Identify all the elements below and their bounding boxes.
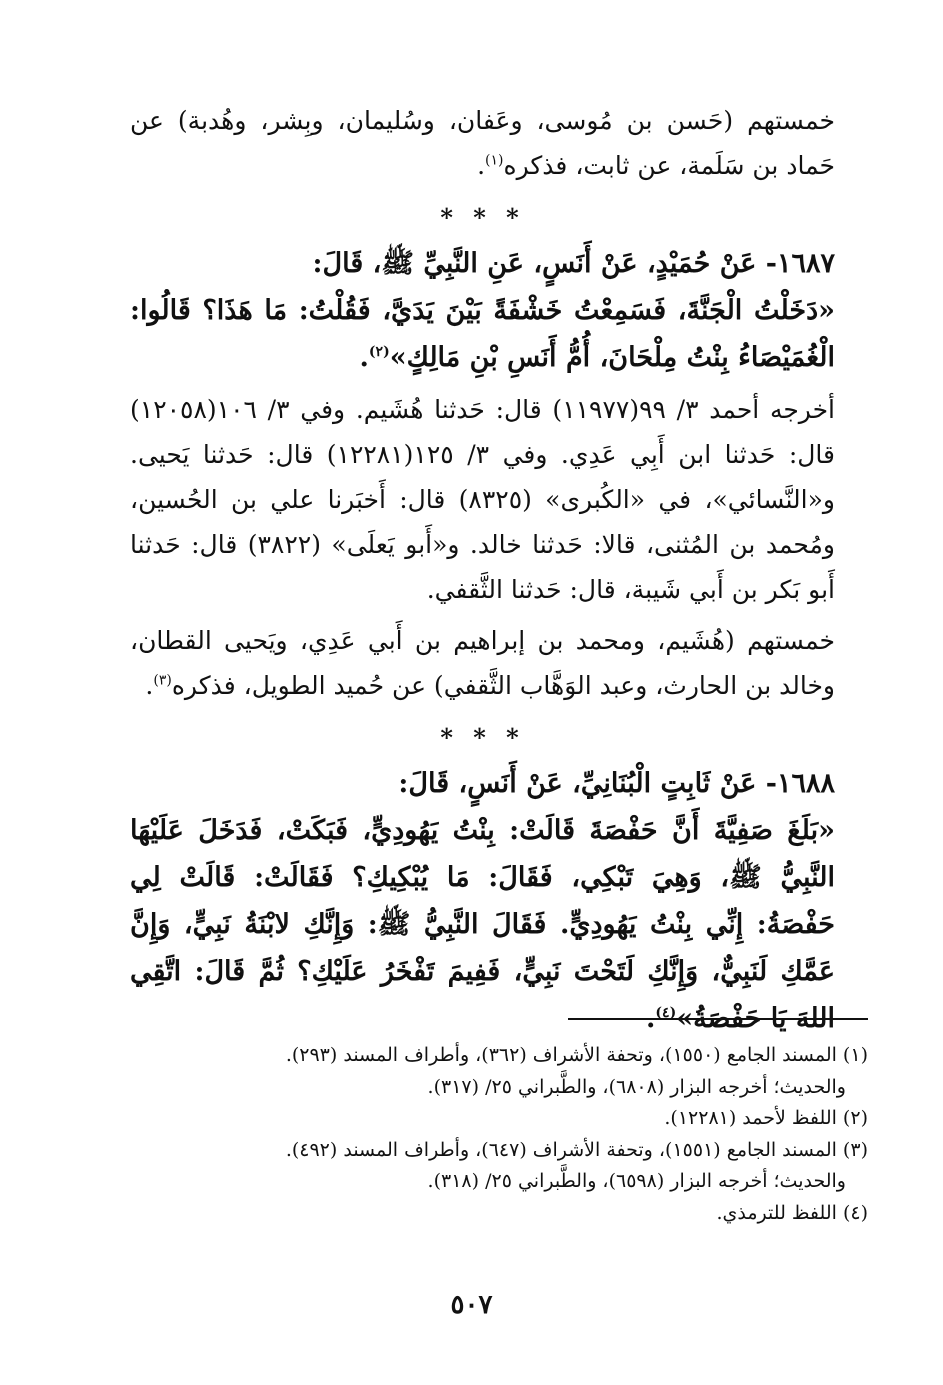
hadith-1687-quote-end: . <box>359 342 369 373</box>
footnote-ref-3: (٣) <box>153 672 172 689</box>
hadith-1687-text <box>130 287 835 381</box>
opening-paragraph <box>130 98 835 188</box>
footnote-3-continuation: والحديث؛ أخرجه البزار (٦٥٩٨)، والطَّبراني ٢٥/ (٣١٨). <box>427 1170 846 1192</box>
section-separator: * * * <box>440 203 525 232</box>
hadith-1687-closing-text: خمستهم (هُشَيم، ومحمد بن إبراهيم بن أَبي عَدِي، ويَحيى القطان، وخالد بن الحارث، وعبد الوَهَّاب الثَّقفي) عن حُميد الطويل، فذكره <box>130 626 835 700</box>
footnote-2: (٢) اللفظ لأحمد (١٢٢٨١). <box>664 1107 868 1129</box>
footnotes <box>108 1040 868 1229</box>
footnote-1-continuation: والحديث؛ أخرجه البزار (٦٨٠٨)، والطَّبراني ٢٥/ (٣١٧). <box>427 1075 846 1098</box>
hadith-1688-quote: «بَلَغَ صَفِيَّةَ أَنَّ حَفْصَةَ قَالَتْ: بِنْتُ يَهُودِيٍّ، فَبَكَتْ، فَدَخَلَ عَلَيْهَا النَّبِيُّ ﷺ، وَهِيَ تَبْكِي، فَقَالَ: مَا يُبْكِيكِ؟ فَقَالَتْ: قَالَتْ لِي حَفْصَةُ: إِنِّي بِنْتُ يَهُودِيٍّ. فَقَالَ النَّبِيُّ ﷺ: وَإِنَّكِ لابْنَةُ نَبِيٍّ، وَإِنَّ عَمَّكِ لَنَبِيٌّ، وَإِنَّكِ لَتَحْتَ نَبِيٍّ، فَفِيمَ تَفْخَرُ عَلَيْكِ؟ ثُمَّ قَالَ: اتَّقِي اللهَ يَا حَفْصَةُ» <box>130 815 835 1034</box>
footnote-4: (٤) اللفظ للترمذي. <box>716 1201 868 1224</box>
hadith-1687-closing <box>130 618 835 708</box>
section-separator: * * * <box>440 723 525 752</box>
footnote-ref-1: (١) <box>485 152 504 169</box>
footnote-ref-4: (٤) <box>655 1005 677 1021</box>
hadith-1687-heading: ١٦٨٧- عَنْ حُمَيْدٍ، عَنْ أَنَسٍ، عَنِ النَّبِيِّ ﷺ، قَالَ: <box>312 248 835 279</box>
footnote-3: (٣) المسند الجامع (١٥٥١)، وتحفة الأشراف (٦٤٧)، وأطراف المسند (٤٩٢). <box>285 1138 868 1161</box>
footnote-1: (١) المسند الجامع (١٥٥٠)، وتحفة الأشراف (٣٦٢)، وأطراف المسند (٢٩٣). <box>285 1044 868 1066</box>
hadith-1688-quote-end: . <box>646 1003 656 1034</box>
hadith-1688-heading: ١٦٨٨- عَنْ ثَابِتٍ الْبُنَانِيِّ، عَنْ أَنَسٍ، قَالَ: <box>398 768 835 799</box>
footnote-divider <box>568 1018 868 1020</box>
opening-paragraph-text: خمستهم (حَسن بن مُوسى، وعَفان، وسُليمان، وبِشر، وهُدبة) عن حَماد بن سَلَمة، عن ثابت، فذكره <box>130 106 835 180</box>
opening-paragraph-end: . <box>477 151 486 180</box>
hadith-1687-quote: «دَخَلْتُ الْجَنَّةَ، فَسَمِعْتُ خَشْفَةً بَيْنَ يَدَيَّ، فَقُلْتُ: مَا هَذَا؟ قَالُوا: الْغُمَيْصَاءُ بِنْتُ مِلْحَانَ، أُمُّ أَنَسِ بْنِ مَالِكٍ» <box>130 295 835 373</box>
hadith-1687-closing-end: . <box>145 671 154 700</box>
hadith-1687-takhrij: أخرجه أحمد ٣/ ٩٩(١١٩٧٧) قال: حَدثنا هُشَيم. وفي ٣/ ١٠٦(١٢٠٥٨) قال: حَدثنا ابن أَبِي عَدِي. وفي ٣/ ١٢٥(١٢٢٨١) قال: حَدثنا يَحيى. و«النَّسائي»، في «الكُبرى» (٨٣٢٥) قال: أَخبَرنا علي بن الحُسين، ومُحمد بن المُثنى، قالا: حَدثنا خالد. و«أَبو يَعلَى» (٣٨٢٢) قال: حَدثنا أَبو بَكر بن أَبي شَيبة، قال: حَدثنا الثَّقفي. <box>130 395 836 604</box>
hadith-1688-text <box>130 807 835 1042</box>
page-number: ٥٠٧ <box>450 1290 493 1320</box>
footnote-ref-2: (٢) <box>368 344 390 360</box>
